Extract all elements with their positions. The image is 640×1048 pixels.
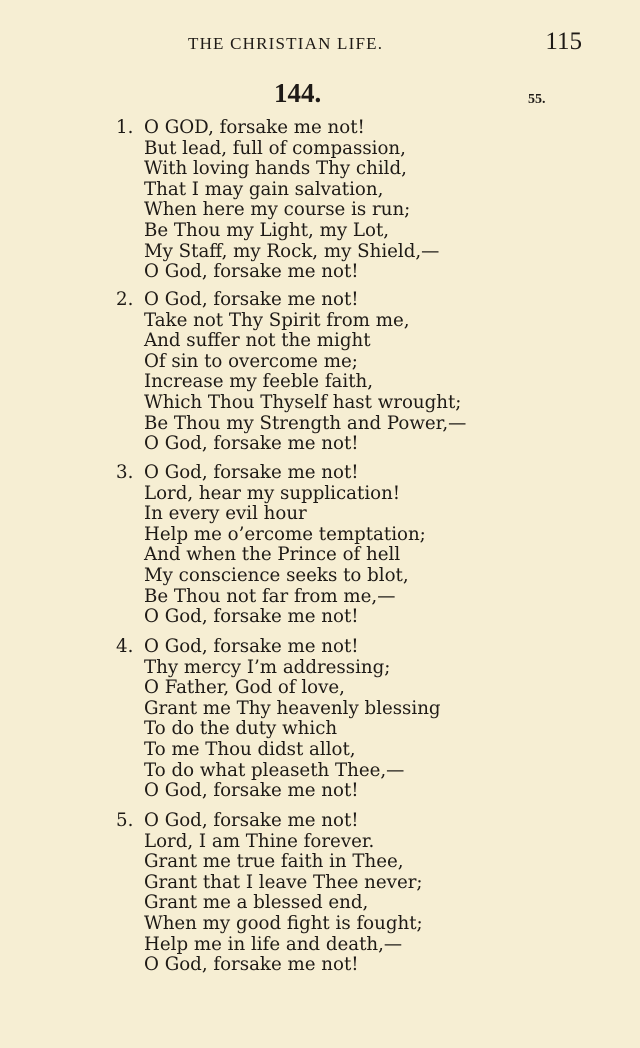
verse-line xyxy=(112,852,592,873)
verse-line xyxy=(112,740,592,761)
verse-line xyxy=(112,637,592,658)
verse-line xyxy=(112,484,592,505)
page-number: 115 xyxy=(545,28,582,55)
verse-line-text: O God, forsake me not! xyxy=(144,780,359,802)
verse-line-text: O God, forsake me not! xyxy=(144,289,359,310)
verse-line xyxy=(112,955,592,976)
verse-line xyxy=(112,781,592,802)
hymn-number: 144. xyxy=(274,78,322,108)
stanza-number: 3. xyxy=(116,462,134,483)
verse-line-text: Lord, I am Thine forever. xyxy=(144,830,375,852)
verse-line xyxy=(112,914,592,935)
stanza xyxy=(112,463,592,628)
verse-line xyxy=(112,372,592,393)
verse-line xyxy=(112,311,592,332)
verse-line-text: When here my course is run; xyxy=(144,199,411,221)
verse-line-text: O Father, God of love, xyxy=(144,677,345,699)
verse-line xyxy=(112,873,592,894)
verse-line-text: Which Thou Thyself hast wrought; xyxy=(144,391,462,413)
verse-line-text: Be Thou not far from me,— xyxy=(144,585,396,607)
running-title: THE CHRISTIAN LIFE. xyxy=(188,34,384,53)
verse-line-text: Thy mercy I’m addressing; xyxy=(144,656,391,678)
verse-line-text: But lead, full of compassion, xyxy=(144,137,406,159)
verse-line-text: And when the Prince of hell xyxy=(144,544,401,566)
stanza-number: 2. xyxy=(116,289,134,310)
verse-line xyxy=(112,893,592,914)
verse-line xyxy=(112,761,592,782)
stanza xyxy=(112,118,592,283)
verse-line-text: Take not Thy Spirit from me, xyxy=(144,309,410,331)
verse-line xyxy=(112,242,592,263)
verse-line xyxy=(112,699,592,720)
verse-line-text: O God, forsake me not! xyxy=(144,954,359,976)
verse-line xyxy=(112,180,592,201)
verse-line xyxy=(112,200,592,221)
verse-line-text: Be Thou my Light, my Lot, xyxy=(144,219,390,241)
verse-line-text: And suffer not the might xyxy=(144,330,371,352)
verse-line-text: In every evil hour xyxy=(144,503,307,525)
verse-line xyxy=(112,290,592,311)
verse-line xyxy=(112,545,592,566)
stanza xyxy=(112,290,592,455)
verse-line-text: When my good fight is fought; xyxy=(144,912,423,934)
verse-line-text: Grant me Thy heavenly blessing xyxy=(144,697,441,719)
verse-line-text: Help me in life and death,— xyxy=(144,933,403,955)
verse-line xyxy=(112,331,592,352)
verse-line-text: O GOD, forsake me not! xyxy=(144,117,365,138)
verse-line xyxy=(112,658,592,679)
verse-line-text: My Staff, my Rock, my Shield,— xyxy=(144,240,440,262)
verse-line xyxy=(112,832,592,853)
verse-line xyxy=(112,393,592,414)
verse-line-text: Of sin to overcome me; xyxy=(144,350,358,372)
verse-line xyxy=(112,139,592,160)
stanza-number: 1. xyxy=(116,117,134,138)
verse-line xyxy=(112,811,592,832)
verse-line xyxy=(112,159,592,180)
verse-line-text: To do the duty which xyxy=(144,718,338,740)
verse-line xyxy=(112,414,592,435)
verse-line-text: With loving hands Thy child, xyxy=(144,158,407,180)
verse-line-text: O God, forsake me not! xyxy=(144,261,359,283)
verse-line-text: That I may gain salvation, xyxy=(144,178,384,200)
stanza xyxy=(112,811,592,976)
verse-line xyxy=(112,463,592,484)
verse-line xyxy=(112,262,592,283)
verse-line-text: Grant that I leave Thee never; xyxy=(144,871,423,893)
verse-line-text: To do what pleaseth Thee,— xyxy=(144,759,405,781)
verse-line-text: O God, forsake me not! xyxy=(144,636,359,657)
verse-line xyxy=(112,118,592,139)
tune-reference: 55. xyxy=(528,92,546,107)
verse-line xyxy=(112,525,592,546)
verse-line-text: O God, forsake me not! xyxy=(144,606,359,628)
verse-line-text: Increase my feeble faith, xyxy=(144,371,374,393)
verse-line xyxy=(112,434,592,455)
verse-line-text: Lord, hear my supplication! xyxy=(144,482,401,504)
stanza xyxy=(112,637,592,802)
verse-line xyxy=(112,352,592,373)
verse-line-text: Be Thou my Strength and Power,— xyxy=(144,412,467,434)
verse-line xyxy=(112,221,592,242)
verse-line-text: O God, forsake me not! xyxy=(144,810,359,831)
verse-line xyxy=(112,935,592,956)
verse-line-text: O God, forsake me not! xyxy=(144,462,359,483)
verse-line xyxy=(112,566,592,587)
stanza-number: 4. xyxy=(116,636,134,657)
verse-line xyxy=(112,607,592,628)
verse-line-text: To me Thou didst allot, xyxy=(144,738,356,760)
verse-line-text: Help me o’ercome temptation; xyxy=(144,523,426,545)
verse-line xyxy=(112,678,592,699)
verse-line xyxy=(112,719,592,740)
verse-line xyxy=(112,504,592,525)
verse-line-text: My conscience seeks to blot, xyxy=(144,564,409,586)
verse-line-text: Grant me a blessed end, xyxy=(144,892,369,914)
stanza-number: 5. xyxy=(116,810,134,831)
verse-line xyxy=(112,587,592,608)
verse-line-text: O God, forsake me not! xyxy=(144,433,359,455)
verse-line-text: Grant me true faith in Thee, xyxy=(144,851,404,873)
